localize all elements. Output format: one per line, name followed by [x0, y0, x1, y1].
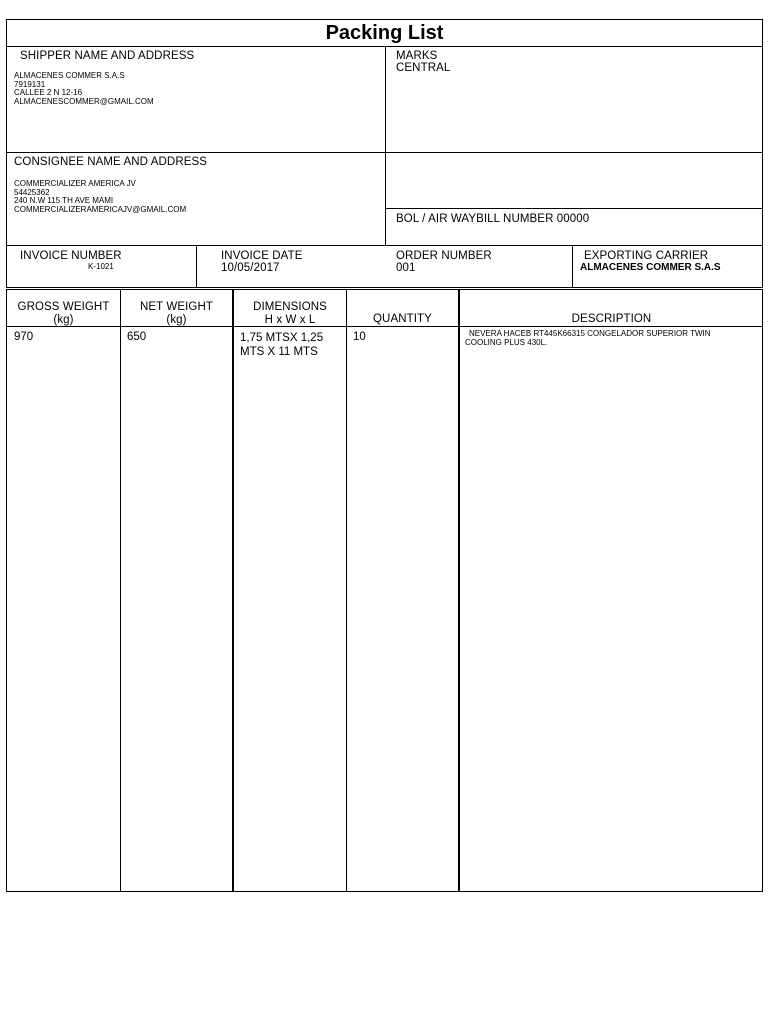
page-title: Packing List	[325, 22, 444, 44]
invoice-date-label: INVOICE DATE	[221, 250, 303, 262]
gross-weight-header-line2: (kg)	[53, 314, 74, 326]
row-description-line2: COOLING PLUS 430L.	[465, 338, 548, 347]
col-divider-gross-net	[120, 289, 121, 892]
gross-weight-header	[7, 301, 120, 327]
order-number-value: 001	[396, 262, 416, 274]
row-gross-weight: 970	[14, 331, 34, 343]
dimensions-header	[234, 301, 346, 327]
invoice-divider-1	[196, 245, 197, 288]
invoice-number-label: INVOICE NUMBER	[20, 250, 122, 262]
marks-heading: MARKS	[396, 50, 438, 62]
consignee-street: 240 N.W 115 TH AVE MAMI	[14, 196, 114, 205]
invoice-divider-2	[572, 245, 573, 288]
shipper-street: CALLEE 2 N 12-16	[14, 88, 83, 97]
consignee-email: COMMERCIALIZERAMERICAJV@GMAIL.COM	[14, 204, 187, 214]
shipper-name: ALMACENES COMMER S.A.S	[14, 71, 125, 80]
dimensions-header-line1: DIMENSIONS	[253, 301, 327, 313]
row-description-line1: NEVERA HACEB RT445K66315 CONGELADOR SUPERIOR TWIN	[469, 329, 711, 338]
dimensions-header-line2: H x W x L	[264, 314, 316, 326]
quantity-header: QUANTITY	[373, 313, 432, 325]
col-divider-qty-desc	[458, 289, 460, 892]
shipper-phone: 7919131	[14, 79, 46, 89]
consignee-name: COMMERCIALIZER AMERICA JV	[14, 179, 136, 188]
shipper-email: ALMACENESCOMMER@GMAIL.COM	[14, 96, 154, 106]
bol-number: BOL / AIR WAYBILL NUMBER 00000	[396, 213, 590, 225]
order-number-label: ORDER NUMBER	[396, 250, 492, 262]
right-mid-separator	[385, 208, 763, 209]
exporting-carrier-value: ALMACENES COMMER S.A.S	[580, 262, 721, 273]
consignee-address	[14, 180, 186, 214]
consignee-phone: 54425362	[14, 187, 50, 197]
net-weight-header-line1: NET WEIGHT	[140, 301, 213, 313]
net-weight-header	[121, 301, 232, 327]
invoice-date-value: 10/05/2017	[221, 262, 280, 274]
gross-weight-header-line1: GROSS WEIGHT	[17, 301, 110, 313]
row-dimensions-line1: 1,75 MTSX 1,25	[240, 332, 324, 344]
col-divider-dim-qty	[346, 289, 347, 892]
description-header: DESCRIPTION	[571, 313, 652, 325]
row-description	[465, 329, 760, 347]
shipper-address	[14, 72, 154, 106]
exporting-carrier-label: EXPORTING CARRIER	[584, 250, 709, 262]
marks-value: CENTRAL	[396, 62, 451, 74]
shipper-consignee-separator	[6, 152, 763, 153]
net-weight-header-line2: (kg)	[166, 314, 187, 326]
row-net-weight: 650	[127, 331, 147, 343]
consignee-heading: CONSIGNEE NAME AND ADDRESS	[14, 156, 208, 168]
row-dimensions	[240, 331, 323, 359]
col-divider-net-dim	[232, 289, 234, 892]
invoice-number-value: K-1021	[88, 262, 114, 271]
shipper-marks-divider	[385, 46, 386, 245]
row-quantity: 10	[353, 331, 366, 343]
consignee-invoice-separator	[6, 245, 763, 246]
shipper-heading: SHIPPER NAME AND ADDRESS	[20, 50, 195, 62]
row-dimensions-line2: MTS X 11 MTS	[240, 346, 318, 358]
